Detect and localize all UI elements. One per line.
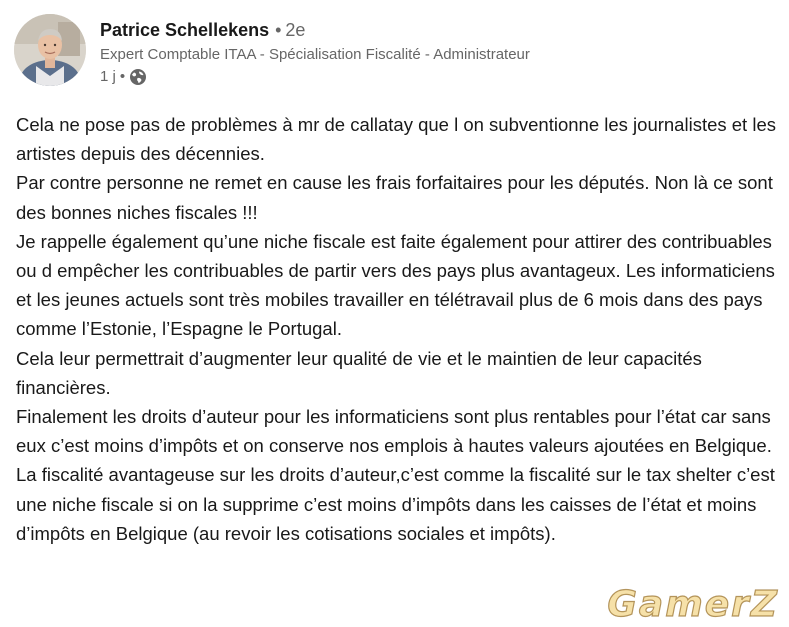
- avatar[interactable]: [14, 14, 86, 86]
- separator-dot: •: [275, 20, 282, 40]
- comment-paragraph: Par contre personne ne remet en cause les frais forfaitaires pour les députés. Non là ce sont des bonnes niches fiscales !!!: [16, 172, 773, 223]
- comment-paragraph: Finalement les droits d’auteur pour les informaticiens sont plus rentables pour l’état car sans eux c’est moins d’impôts et on conserve nos emplois à hautes valeurs ajoutées en Belgique.: [16, 406, 772, 457]
- author-headline: Expert Comptable ITAA - Spécialisation Fiscalité - Administrateur: [100, 46, 530, 63]
- author-meta: [100, 18, 530, 87]
- comment-header: [14, 14, 774, 94]
- comment-time: [100, 67, 530, 87]
- separator-dot: •: [119, 68, 126, 85]
- comment-body: [16, 110, 786, 548]
- watermark-logo: GamerZ: [607, 584, 779, 625]
- avatar-photo: [14, 14, 86, 86]
- comment-paragraph: La fiscalité avantageuse sur les droits d’auteur,c’est comme la fiscalité sur le tax shelter c’est une niche fiscale si on la supprime c’est moins d’impôts dans les caisses de l’état et moins d’impôts en Belgique (au revoir les cotisations sociales et impôts).: [16, 464, 775, 544]
- time-ago: 1 j: [100, 68, 116, 85]
- globe-icon: [129, 68, 147, 86]
- author-name[interactable]: Patrice Schellekens: [100, 20, 270, 40]
- comment-paragraph: Cela ne pose pas de problèmes à mr de callatay que l on subventionne les journalistes et les artistes depuis des décennies.: [16, 114, 776, 165]
- comment-paragraph: Je rappelle également qu’une niche fiscale est faite également pour attirer des contribuables ou d empêcher les contribuables de partir vers des pays plus avantageux. Les informaticiens et les jeunes actuels sont très mobiles travailler en télétravail plus de 6 mois dans des pays comme l’Estonie, l’Espagne le Portugal.: [16, 230, 775, 340]
- comment-paragraph: Cela leur permettrait d’augmenter leur qualité de vie et le maintien de leur capacités financières.: [16, 347, 702, 398]
- connection-degree: 2e: [285, 20, 306, 40]
- author-name-line: [100, 18, 530, 42]
